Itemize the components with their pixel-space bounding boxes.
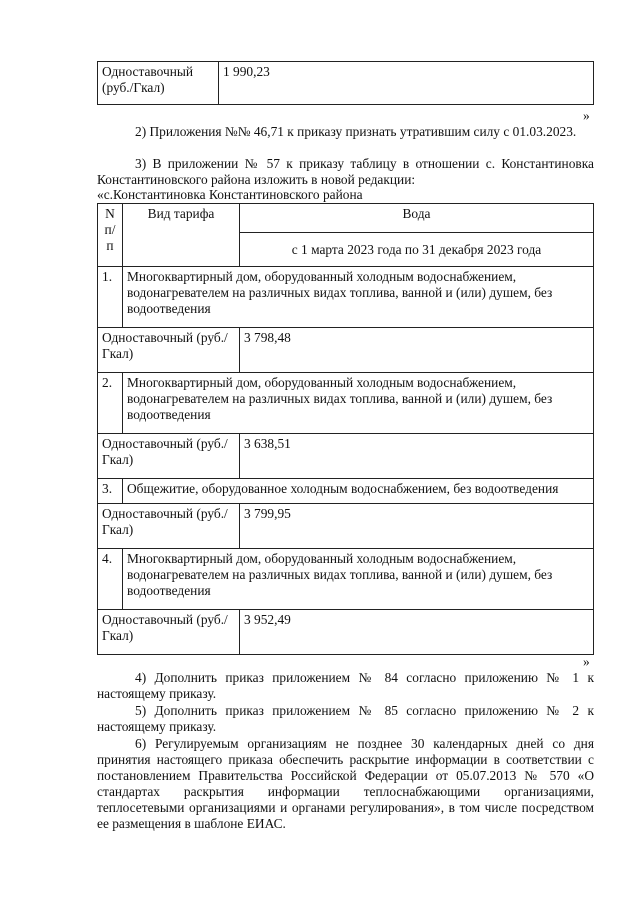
table-row (98, 610, 594, 655)
header-tariff-type: Вид тарифа (123, 204, 240, 267)
row-tariff-value: 3 952,49 (240, 610, 594, 655)
table-row (98, 62, 594, 105)
closing-quote: » (583, 654, 590, 669)
row-description: Общежитие, оборудованное холодным водоснабжением, без водоотведения (123, 479, 594, 504)
tariff-type-cell: Одноставочный (руб./Гкал) (98, 62, 219, 105)
row-tariff-value: 3 638,51 (240, 434, 594, 479)
table-row (98, 373, 594, 434)
table-row (98, 267, 594, 328)
closing-quote: » (583, 108, 590, 123)
header-water: Вода (240, 204, 594, 233)
table-row (98, 434, 594, 479)
tariff-value-cell: 1 990,23 (219, 62, 594, 105)
row-tariff-value: 3 799,95 (240, 504, 594, 549)
row-description: Многоквартирный дом, оборудованный холодным водоснабжением, водонагревателем на различных видах топлива, ванной и (или) душем, без водоотведения (123, 549, 594, 610)
header-row (98, 204, 594, 233)
row-tariff-type: Одноставочный (руб./Гкал) (98, 434, 240, 479)
row-tariff-type: Одноставочный (руб./Гкал) (98, 504, 240, 549)
paragraph-item-6: 6) Регулируемым организациям не позднее 30 календарных дней со дня принятия настоящего приказа обеспечить раскрытие информации в соответствии с постановлением Правительства Российской Федерации от 05.07.2013 № 570 «О стандартах раскрытия информации теплоснабжающими организациями, теплосетевыми организациями и органами регулирования», в том числе посредством ее размещения в шаблоне ЕИАС. (97, 736, 594, 831)
row-number: 1. (98, 267, 123, 328)
row-number: 3. (98, 479, 123, 504)
paragraph-item-5: 5) Дополнить приказ приложением № 85 согласно приложению № 2 к настоящему приказу. (97, 703, 594, 734)
paragraph-item-3: 3) В приложении № 57 к приказу таблицу в отношении с. Константиновка Константиновского района изложить в новой редакции: (97, 156, 594, 187)
row-tariff-value: 3 798,48 (240, 328, 594, 373)
row-number: 2. (98, 373, 123, 434)
table-heading: «с.Константиновка Константиновского района (97, 187, 363, 202)
header-number: N п/ п (98, 204, 123, 267)
table-row (98, 549, 594, 610)
table-row (98, 504, 594, 549)
row-tariff-type: Одноставочный (руб./Гкал) (98, 328, 240, 373)
paragraph-item-2: 2) Приложения №№ 46,71 к приказу признать утратившим силу с 01.03.2023. (135, 124, 577, 139)
row-tariff-type: Одноставочный (руб./Гкал) (98, 610, 240, 655)
water-tariff-table (97, 203, 594, 655)
table-row (98, 328, 594, 373)
top-tariff-table (97, 61, 594, 105)
table-row (98, 479, 594, 504)
paragraph-item-4: 4) Дополнить приказ приложением № 84 согласно приложению № 1 к настоящему приказу. (97, 670, 594, 701)
row-description: Многоквартирный дом, оборудованный холодным водоснабжением, водонагревателем на различных видах топлива, ванной и (или) душем, без водоотведения (123, 373, 594, 434)
header-period: с 1 марта 2023 года по 31 декабря 2023 года (240, 233, 594, 267)
row-number: 4. (98, 549, 123, 610)
row-description: Многоквартирный дом, оборудованный холодным водоснабжением, водонагревателем на различных видах топлива, ванной и (или) душем, без водоотведения (123, 267, 594, 328)
